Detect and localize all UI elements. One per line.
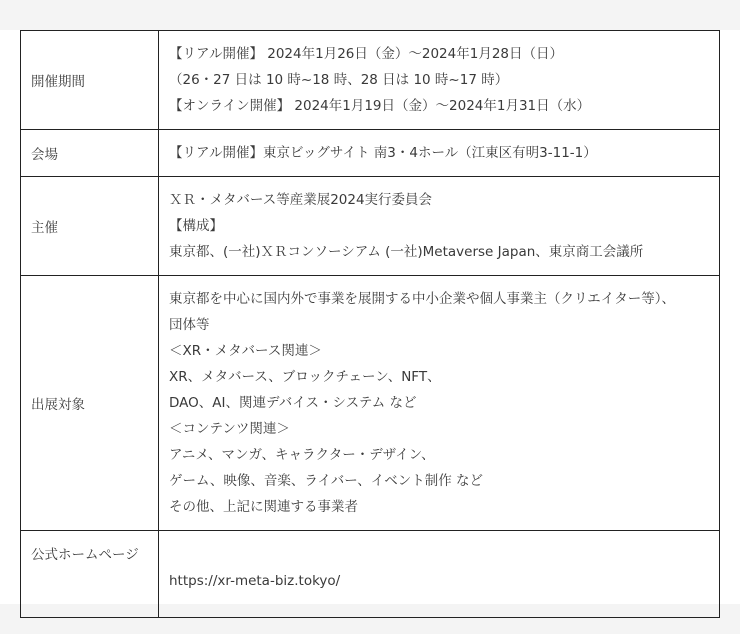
document-page	[0, 30, 740, 604]
exhibitors-line: その他、上記に関連する事業者	[169, 499, 358, 515]
row-label-period: 開催期間	[21, 31, 159, 130]
exhibitors-content-heading: ＜コンテンツ関連＞	[169, 421, 290, 437]
period-online-line: 【オンライン開催】 2024年1月19日（金）～2024年1月31日（水）	[169, 98, 591, 114]
period-hours-line: （26・27 日は 10 時~18 時、28 日は 10 時~17 時）	[169, 72, 509, 88]
table-row-exhibitors	[21, 276, 720, 531]
row-label-host: 主催	[21, 177, 159, 276]
homepage-link[interactable]: https://xr-meta-biz.tokyo/	[169, 573, 341, 589]
table-row-venue	[21, 130, 720, 177]
exhibitors-line: アニメ、マンガ、キャラクター・デザイン、	[169, 447, 435, 463]
exhibitors-line: 団体等	[169, 317, 210, 333]
row-label-homepage: 公式ホームページ	[21, 531, 159, 618]
row-value-homepage	[159, 531, 720, 618]
exhibitors-xr-heading: ＜XR・メタバース関連＞	[169, 343, 322, 359]
table-row-host	[21, 177, 720, 276]
exhibitors-line: DAO、AI、関連デバイス・システム など	[169, 395, 417, 411]
period-real-line: 【リアル開催】 2024年1月26日（金）～2024年1月28日（日）	[169, 46, 563, 62]
exhibitors-line: XR、メタバース、ブロックチェーン、NFT、	[169, 369, 441, 385]
table-row-period	[21, 31, 720, 130]
row-value-exhibitors	[159, 276, 720, 531]
row-value-host	[159, 177, 720, 276]
venue-line: 【リアル開催】東京ビッグサイト 南3・4ホール（江東区有明3-11-1）	[169, 145, 597, 161]
row-value-period	[159, 31, 720, 130]
host-structure-heading: 【構成】	[169, 218, 223, 234]
host-members-line: 東京都、(一社)ＸＲコンソーシアム (一社)Metaverse Japan、東京商工会議所	[169, 244, 644, 260]
row-value-venue	[159, 130, 720, 177]
exhibitors-line: ゲーム、映像、音楽、ライバー、イベント制作 など	[169, 473, 483, 489]
exhibitors-line: 東京都を中心に国内外で事業を展開する中小企業や個人事業主（クリエイター等）、	[169, 291, 675, 307]
host-name-line: ＸＲ・メタバース等産業展2024実行委員会	[169, 192, 433, 208]
row-label-venue: 会場	[21, 130, 159, 177]
row-label-exhibitors: 出展対象	[21, 276, 159, 531]
event-info-table	[20, 30, 720, 618]
table-row-homepage	[21, 531, 720, 618]
